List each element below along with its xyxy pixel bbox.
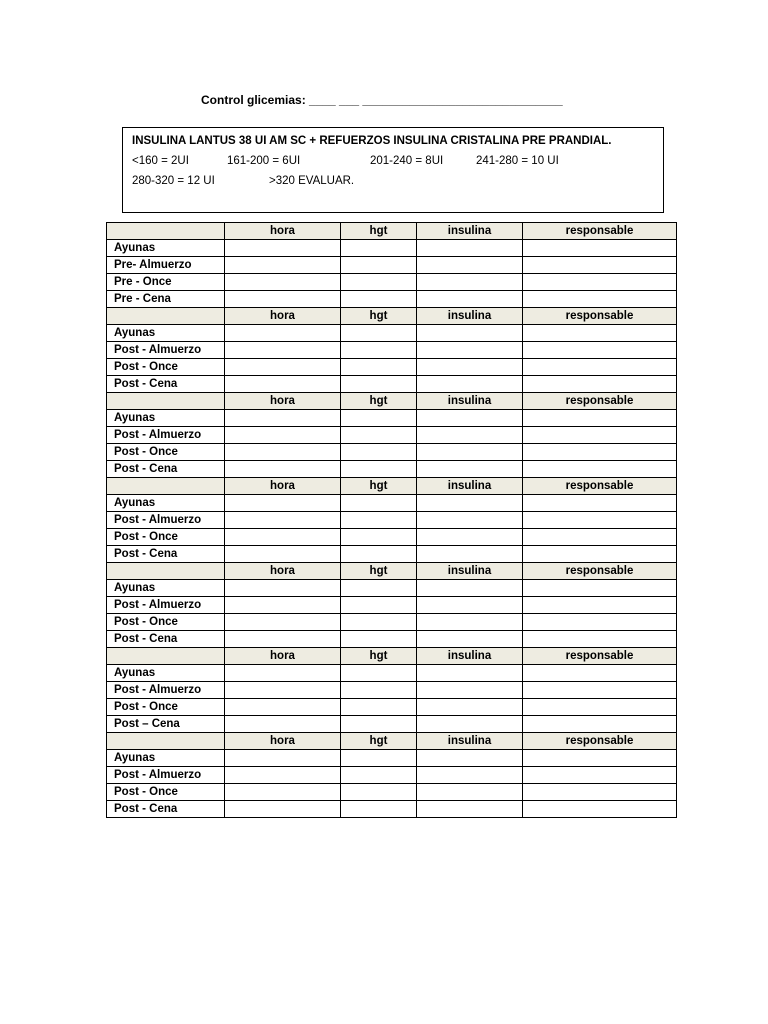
entry-cell-insulina[interactable] [417, 461, 523, 478]
column-header-0: hora [225, 563, 341, 580]
entry-cell-responsable[interactable] [523, 529, 677, 546]
entry-cell-responsable[interactable] [523, 410, 677, 427]
insulin-regimen-text: INSULINA LANTUS 38 UI AM SC + REFUERZOS INSULINA CRISTALINA PRE PRANDIAL. [132, 135, 612, 147]
entry-cell-hora[interactable] [225, 665, 341, 682]
row-label: Post - Almuerzo [107, 682, 225, 699]
header-empty-cell [107, 733, 225, 750]
header-empty-cell [107, 223, 225, 240]
entry-cell-hora[interactable] [225, 274, 341, 291]
entry-cell-hora[interactable] [225, 529, 341, 546]
entry-cell-hora[interactable] [225, 597, 341, 614]
table-row [107, 801, 677, 818]
table-header-row [107, 223, 677, 240]
entry-cell-hora[interactable] [225, 682, 341, 699]
entry-cell-responsable[interactable] [523, 342, 677, 359]
row-label: Post - Almuerzo [107, 342, 225, 359]
table-row [107, 614, 677, 631]
entry-cell-hora[interactable] [225, 512, 341, 529]
table-row [107, 699, 677, 716]
page-title: Control glicemias: ____ ___ ______________________________ [201, 93, 563, 107]
entry-cell-hgt[interactable] [341, 325, 417, 342]
entry-cell-insulina[interactable] [417, 410, 523, 427]
entry-cell-insulina[interactable] [417, 495, 523, 512]
table-row [107, 529, 677, 546]
entry-cell-hgt[interactable] [341, 274, 417, 291]
entry-cell-responsable[interactable] [523, 359, 677, 376]
table-row [107, 257, 677, 274]
entry-cell-responsable[interactable] [523, 546, 677, 563]
entry-cell-hora[interactable] [225, 546, 341, 563]
row-label: Pre - Cena [107, 291, 225, 308]
entry-cell-hgt[interactable] [341, 631, 417, 648]
entry-cell-hgt[interactable] [341, 291, 417, 308]
column-header-1: hgt [341, 308, 417, 325]
entry-cell-insulina[interactable] [417, 325, 523, 342]
entry-cell-insulina[interactable] [417, 801, 523, 818]
entry-cell-hora[interactable] [225, 410, 341, 427]
entry-cell-hgt[interactable] [341, 750, 417, 767]
row-label: Post - Cena [107, 546, 225, 563]
table-row [107, 767, 677, 784]
entry-cell-hgt[interactable] [341, 376, 417, 393]
entry-cell-hgt[interactable] [341, 767, 417, 784]
dose-range-3: 201-240 = 8UI [370, 155, 444, 167]
entry-cell-hora[interactable] [225, 291, 341, 308]
entry-cell-insulina[interactable] [417, 240, 523, 257]
row-label: Ayunas [107, 495, 225, 512]
entry-cell-hgt[interactable] [341, 784, 417, 801]
entry-cell-insulina[interactable] [417, 512, 523, 529]
entry-cell-hora[interactable] [225, 716, 341, 733]
column-header-1: hgt [341, 648, 417, 665]
column-header-1: hgt [341, 563, 417, 580]
entry-cell-hgt[interactable] [341, 257, 417, 274]
table-row [107, 631, 677, 648]
entry-cell-responsable[interactable] [523, 495, 677, 512]
column-header-3: responsable [523, 223, 677, 240]
column-header-0: hora [225, 648, 341, 665]
entry-cell-insulina[interactable] [417, 699, 523, 716]
row-label: Post - Almuerzo [107, 427, 225, 444]
entry-cell-insulina[interactable] [417, 359, 523, 376]
dose-range-5: 280-320 = 12 UI [132, 175, 215, 187]
entry-cell-hgt[interactable] [341, 665, 417, 682]
row-label: Post - Once [107, 529, 225, 546]
header-empty-cell [107, 478, 225, 495]
row-label: Post - Once [107, 359, 225, 376]
table-row [107, 546, 677, 563]
table-row [107, 240, 677, 257]
column-header-2: insulina [417, 648, 523, 665]
column-header-3: responsable [523, 563, 677, 580]
column-header-3: responsable [523, 733, 677, 750]
entry-cell-hora[interactable] [225, 325, 341, 342]
table-header-row [107, 478, 677, 495]
glucose-control-table [106, 222, 677, 818]
entry-cell-responsable[interactable] [523, 240, 677, 257]
row-label: Post - Once [107, 699, 225, 716]
entry-cell-responsable[interactable] [523, 699, 677, 716]
table-row [107, 274, 677, 291]
column-header-3: responsable [523, 393, 677, 410]
entry-cell-insulina[interactable] [417, 291, 523, 308]
entry-cell-insulina[interactable] [417, 716, 523, 733]
table-row [107, 784, 677, 801]
insulin-instructions-box [122, 127, 664, 213]
entry-cell-hgt[interactable] [341, 461, 417, 478]
header-empty-cell [107, 648, 225, 665]
row-label: Post - Once [107, 784, 225, 801]
entry-cell-responsable[interactable] [523, 716, 677, 733]
entry-cell-hgt[interactable] [341, 699, 417, 716]
table-row [107, 682, 677, 699]
entry-cell-hgt[interactable] [341, 512, 417, 529]
column-header-1: hgt [341, 223, 417, 240]
entry-cell-insulina[interactable] [417, 546, 523, 563]
entry-cell-hora[interactable] [225, 444, 341, 461]
entry-cell-insulina[interactable] [417, 767, 523, 784]
entry-cell-hgt[interactable] [341, 580, 417, 597]
table-header-row [107, 308, 677, 325]
entry-cell-hora[interactable] [225, 376, 341, 393]
row-label: Post – Cena [107, 716, 225, 733]
entry-cell-hora[interactable] [225, 495, 341, 512]
entry-cell-hgt[interactable] [341, 342, 417, 359]
entry-cell-hora[interactable] [225, 342, 341, 359]
column-header-0: hora [225, 478, 341, 495]
table-row [107, 461, 677, 478]
entry-cell-responsable[interactable] [523, 750, 677, 767]
table-row [107, 716, 677, 733]
dose-range-1: <160 = 2UI [132, 155, 189, 167]
entry-cell-insulina[interactable] [417, 580, 523, 597]
entry-cell-responsable[interactable] [523, 682, 677, 699]
entry-cell-responsable[interactable] [523, 784, 677, 801]
entry-cell-hgt[interactable] [341, 546, 417, 563]
entry-cell-insulina[interactable] [417, 444, 523, 461]
entry-cell-hora[interactable] [225, 614, 341, 631]
entry-cell-hora[interactable] [225, 699, 341, 716]
row-label: Ayunas [107, 750, 225, 767]
column-header-2: insulina [417, 563, 523, 580]
entry-cell-hora[interactable] [225, 580, 341, 597]
entry-cell-insulina[interactable] [417, 376, 523, 393]
dose-range-4: 241-280 = 10 UI [476, 155, 559, 167]
entry-cell-responsable[interactable] [523, 597, 677, 614]
header-empty-cell [107, 393, 225, 410]
entry-cell-hora[interactable] [225, 257, 341, 274]
column-header-3: responsable [523, 648, 677, 665]
column-header-2: insulina [417, 393, 523, 410]
entry-cell-hgt[interactable] [341, 614, 417, 631]
entry-cell-responsable[interactable] [523, 427, 677, 444]
entry-cell-hora[interactable] [225, 427, 341, 444]
row-label: Ayunas [107, 580, 225, 597]
header-empty-cell [107, 563, 225, 580]
column-header-0: hora [225, 393, 341, 410]
entry-cell-insulina[interactable] [417, 274, 523, 291]
entry-cell-insulina[interactable] [417, 427, 523, 444]
entry-cell-insulina[interactable] [417, 614, 523, 631]
column-header-0: hora [225, 733, 341, 750]
entry-cell-hora[interactable] [225, 801, 341, 818]
table-row [107, 410, 677, 427]
entry-cell-responsable[interactable] [523, 801, 677, 818]
row-label: Post - Cena [107, 801, 225, 818]
table-row [107, 427, 677, 444]
table-header-row [107, 733, 677, 750]
table-row [107, 512, 677, 529]
table-row [107, 495, 677, 512]
entry-cell-responsable[interactable] [523, 274, 677, 291]
entry-cell-responsable[interactable] [523, 580, 677, 597]
dose-range-6: >320 EVALUAR. [269, 175, 355, 187]
row-label: Ayunas [107, 665, 225, 682]
table-row [107, 325, 677, 342]
entry-cell-hora[interactable] [225, 240, 341, 257]
row-label: Pre- Almuerzo [107, 257, 225, 274]
row-label: Post - Almuerzo [107, 512, 225, 529]
entry-cell-responsable[interactable] [523, 257, 677, 274]
entry-cell-hgt[interactable] [341, 495, 417, 512]
table-header-row [107, 393, 677, 410]
entry-cell-responsable[interactable] [523, 325, 677, 342]
header-empty-cell [107, 308, 225, 325]
table-row [107, 359, 677, 376]
table-row [107, 291, 677, 308]
dose-range-2: 161-200 = 6UI [227, 155, 301, 167]
entry-cell-hgt[interactable] [341, 529, 417, 546]
row-label: Post - Cena [107, 461, 225, 478]
entry-cell-hora[interactable] [225, 750, 341, 767]
entry-cell-responsable[interactable] [523, 665, 677, 682]
row-label: Ayunas [107, 410, 225, 427]
table-row [107, 376, 677, 393]
entry-cell-responsable[interactable] [523, 376, 677, 393]
row-label: Post - Once [107, 444, 225, 461]
row-label: Ayunas [107, 240, 225, 257]
entry-cell-responsable[interactable] [523, 631, 677, 648]
entry-cell-hgt[interactable] [341, 240, 417, 257]
table-row [107, 342, 677, 359]
table-row [107, 665, 677, 682]
column-header-2: insulina [417, 478, 523, 495]
entry-cell-responsable[interactable] [523, 461, 677, 478]
entry-cell-insulina[interactable] [417, 784, 523, 801]
table-row [107, 444, 677, 461]
column-header-2: insulina [417, 308, 523, 325]
entry-cell-responsable[interactable] [523, 767, 677, 784]
entry-cell-responsable[interactable] [523, 444, 677, 461]
row-label: Post - Cena [107, 376, 225, 393]
row-label: Post - Once [107, 614, 225, 631]
entry-cell-hora[interactable] [225, 631, 341, 648]
entry-cell-hora[interactable] [225, 767, 341, 784]
entry-cell-hgt[interactable] [341, 597, 417, 614]
column-header-3: responsable [523, 308, 677, 325]
column-header-1: hgt [341, 393, 417, 410]
entry-cell-responsable[interactable] [523, 291, 677, 308]
entry-cell-hgt[interactable] [341, 444, 417, 461]
entry-cell-hgt[interactable] [341, 410, 417, 427]
entry-cell-hora[interactable] [225, 784, 341, 801]
entry-cell-insulina[interactable] [417, 631, 523, 648]
row-label: Pre - Once [107, 274, 225, 291]
entry-cell-insulina[interactable] [417, 529, 523, 546]
row-label: Post - Almuerzo [107, 767, 225, 784]
entry-cell-hgt[interactable] [341, 359, 417, 376]
entry-cell-insulina[interactable] [417, 342, 523, 359]
table-row [107, 580, 677, 597]
column-header-1: hgt [341, 478, 417, 495]
entry-cell-insulina[interactable] [417, 257, 523, 274]
column-header-2: insulina [417, 223, 523, 240]
entry-cell-insulina[interactable] [417, 682, 523, 699]
entry-cell-hora[interactable] [225, 461, 341, 478]
column-header-3: responsable [523, 478, 677, 495]
entry-cell-responsable[interactable] [523, 614, 677, 631]
entry-cell-responsable[interactable] [523, 512, 677, 529]
row-label: Post - Cena [107, 631, 225, 648]
entry-cell-insulina[interactable] [417, 750, 523, 767]
table-header-row [107, 648, 677, 665]
column-header-1: hgt [341, 733, 417, 750]
table-header-row [107, 563, 677, 580]
column-header-0: hora [225, 308, 341, 325]
row-label: Ayunas [107, 325, 225, 342]
entry-cell-hgt[interactable] [341, 682, 417, 699]
entry-cell-hgt[interactable] [341, 427, 417, 444]
table-row [107, 750, 677, 767]
entry-cell-hgt[interactable] [341, 716, 417, 733]
row-label: Post - Almuerzo [107, 597, 225, 614]
column-header-0: hora [225, 223, 341, 240]
column-header-2: insulina [417, 733, 523, 750]
entry-cell-insulina[interactable] [417, 597, 523, 614]
table-row [107, 597, 677, 614]
entry-cell-insulina[interactable] [417, 665, 523, 682]
entry-cell-hora[interactable] [225, 359, 341, 376]
entry-cell-hgt[interactable] [341, 801, 417, 818]
